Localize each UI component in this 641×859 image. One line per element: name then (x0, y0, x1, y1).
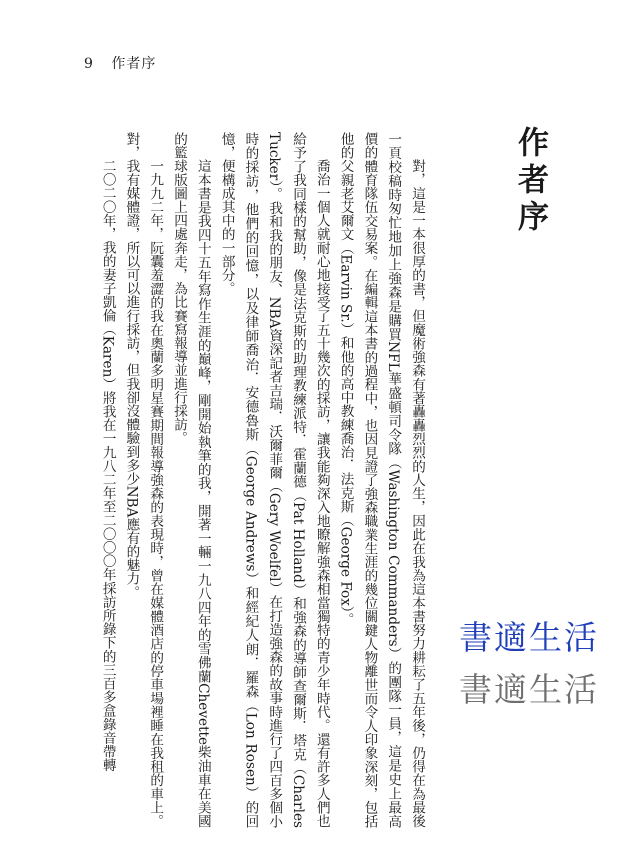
paragraph: 喬治一個人就耐心地接受了五十幾次的採訪，讓我能夠深入地瞭解強森相當獨特的青少年時代。還有許多人們也給予了我同樣的幫助，像是法克斯的助理教練派特．霍蘭德（Pat Holland）和強森的導師查爾斯．塔克（Charles Tucker）。我和我的朋友、NBA資深記者吉瑞．沃爾菲爾（Gery Woelfel）在打造強森的故事時進行了四百多個小時的採訪，他們的回憶，以及律師喬治．安德魯斯（George Andrews）和經紀人朗．羅森（Lon Rosen）的回憶，便構成其中的一部分。 (218, 132, 330, 828)
running-header (84, 53, 156, 73)
chapter-title: 作者序 (512, 126, 548, 237)
publisher-watermark-gray: 書適生活 (459, 670, 599, 709)
paragraph: 對，這是一本很厚的書，但魔術強森有著轟轟烈烈的人生，因此在我為這本書努力耕耘了五年後，仍得在為最後一頁校稿時匆忙地加上強森是購買NFL華盛頓司令隊（Washington Commanders）的團隊一員，這是史上最高價的體育隊伍交易案。在編輯這本書的過程中，也因見證了強森職業生涯的幾位關鍵人物離世而令人印象深刻，包括他的父親老艾爾文（Earvin Sr.）和他的高中教練喬治．法克斯（George Fox）。 (337, 132, 425, 828)
page-number: 9 (84, 56, 94, 72)
section-title: 作者序 (111, 56, 157, 72)
publisher-watermark-blue: 書適生活 (459, 618, 599, 657)
paragraph: 二〇二〇年，我的妻子凱倫（Karen）將我在一九八二年至二〇〇〇年採訪所錄下的三百多盒錄音帶轉 (99, 159, 116, 772)
paragraph: 這本書是我四十五年寫作生涯的巔峰，剛開始執筆的我，開著一輛一九八四年的雪佛蘭Chevette柴油車在美國的籃球版圖上四處奔走，為比賽寫報導並進行採訪。 (171, 132, 211, 828)
paragraph: 一九九二年，阮囊羞澀的我在奧蘭多明星賽期間報導強森的表現時，曾在媒體酒店的停車場裡睡在我租的車上。對，我有媒體證，所以可以進行採訪，但我卻沒體驗到多少NBA應有的魅力。 (123, 132, 164, 828)
body-text (80, 132, 428, 828)
